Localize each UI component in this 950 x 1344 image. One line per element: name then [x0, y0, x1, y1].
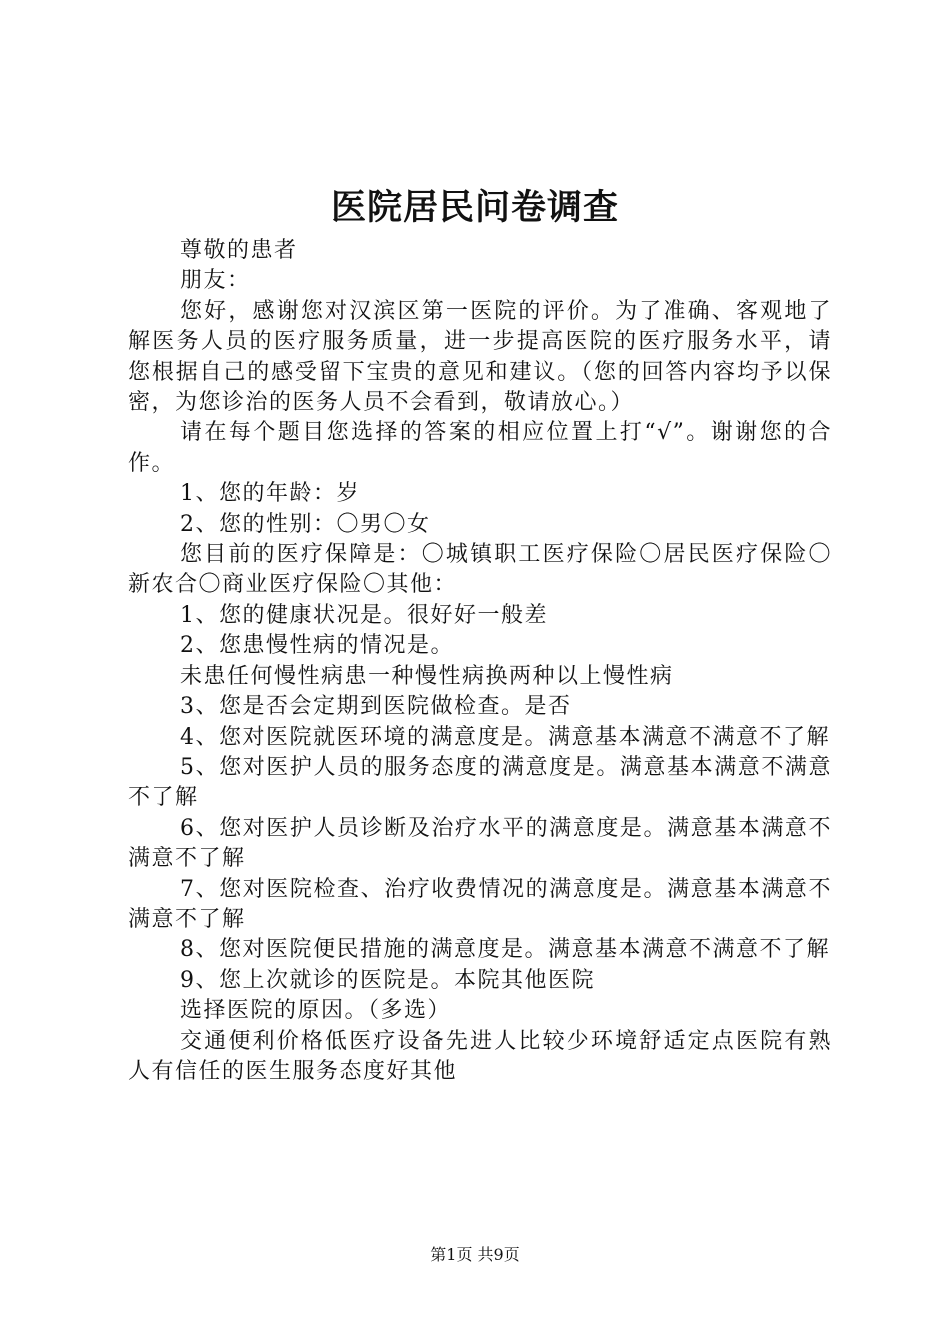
question-chronic-options: 未患任何慢性病患一种慢性病换两种以上慢性病: [180, 663, 674, 689]
question-service-attitude: 5、您对医护人员的服务态度的满意度是。满意基本满意不满意不了解: [128, 754, 832, 811]
question-age: 1、您的年龄：岁: [180, 481, 360, 507]
document-title: 医院居民问卷调查: [330, 188, 619, 228]
question-convenience: 8、您对医院便民措施的满意度是。满意基本满意不满意不了解: [180, 937, 830, 963]
question-chronic: 2、您患慢性病的情况是。: [180, 633, 454, 659]
question-checkup: 3、您是否会定期到医院做检查。是否: [180, 694, 572, 720]
page-footer: 第1页 共9页: [430, 1245, 520, 1264]
salutation-line-2: 朋友：: [180, 268, 251, 294]
question-gender: 2、您的性别：〇男〇女: [180, 511, 431, 537]
question-last-hospital: 9、您上次就诊的医院是。本院其他医院: [180, 967, 595, 993]
question-fees: 7、您对医院检查、治疗收费情况的满意度是。满意基本满意不满意不了解: [128, 876, 832, 932]
question-reason-options: 交通便利价格低医疗设备先进人比较少环境舒适定点医院有熟人有信任的医生服务态度好其他: [128, 1028, 832, 1084]
salutation-line-1: 尊敬的患者: [180, 238, 298, 263]
document-body: [128, 236, 832, 1087]
intro-paragraph: 您好，感谢您对汉滨区第一医院的评价。为了准确、客观地了解医务人员的医疗服务质量，进一步提高医院的医疗服务水平，请您根据自己的感受留下宝贵的意见和建议。（您的回答内容均予以保密，为您诊治的医务人员不会看到，敬请放心。）: [128, 298, 832, 416]
instruction-paragraph: 请在每个题目您选择的答案的相应位置上打“√”。谢谢您的合作。: [128, 420, 832, 476]
question-environment: 4、您对医院就医环境的满意度是。满意基本满意不满意不了解: [180, 724, 830, 750]
question-health: 1、您的健康状况是。很好好一般差: [180, 602, 548, 628]
question-reason: 选择医院的原因。（多选）: [180, 998, 452, 1024]
question-insurance: 您目前的医疗保障是：〇城镇职工医疗保险〇居民医疗保险〇新农合〇商业医疗保险〇其他：: [128, 542, 832, 598]
question-diagnosis: 6、您对医护人员诊断及治疗水平的满意度是。满意基本满意不满意不了解: [128, 815, 832, 872]
